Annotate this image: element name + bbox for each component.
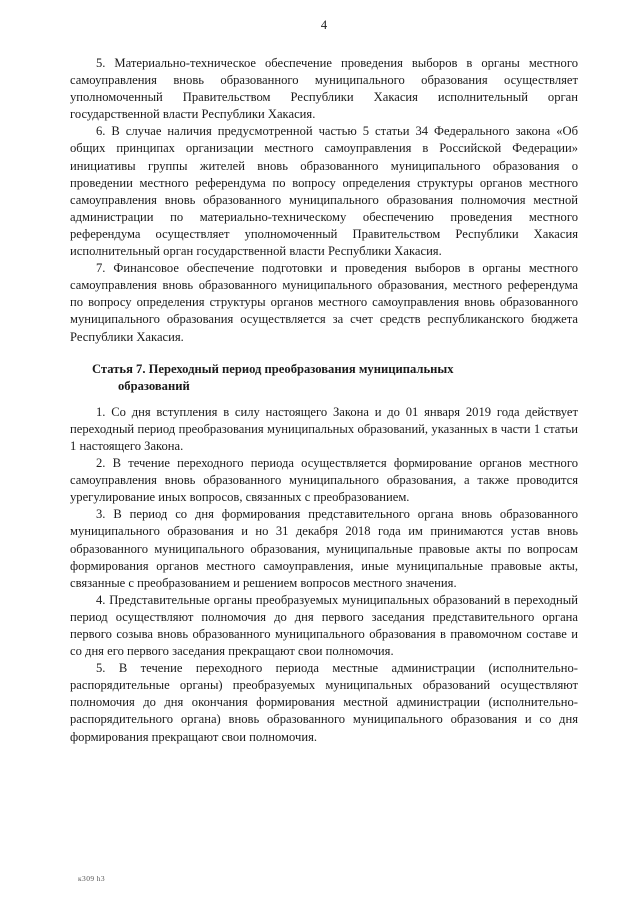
paragraph-6: 6. В случае наличия предусмотренной частью 5 статьи 34 Федерального закона «Об общих принципах организации местного самоуправления в Российской Федерации» инициативы группы жителей вновь образованного муниципального образования о проведении местного референдума по вопросу определения структуры органов местного самоуправления вновь образованного муниципального образования полномочия местной администрации по материально-техническому обеспечению проведения местного референдума осуществляет уполномоченный Правительством Республики Хакасия исполнительный орган государственной власти Республики Хакасия. xyxy=(70,124,578,259)
article7-paragraph-5: 5. В течение переходного периода местные администрации (исполнительно-распорядительные органы) преобразуемых муниципальных образований осуществляют полномочия до дня окончания формирования местной администрации (исполнительно-распорядительного органа) вновь образованного муниципального образования и со дня формирования прекращают свои полномочия. xyxy=(70,661,578,744)
paragraph-5: 5. Материально-техническое обеспечение проведения выборов в органы местного самоуправления вновь образованного муниципального образования осуществляет уполномоченный Правительством Республики Хакасия исполнительный орган государственной власти Республики Хакасия. xyxy=(70,56,578,122)
paragraph-7: 7. Финансовое обеспечение подготовки и проведения выборов в органы местного самоуправления вновь образованного муниципального образования, местного референдума по вопросу определения структуры органов местного самоуправления вновь образованного муниципального образования осуществляется за счет средств республиканского бюджета Республики Хакасия. xyxy=(70,261,578,344)
article-7-heading xyxy=(70,361,578,395)
article7-paragraph-3: 3. В период со дня формирования представительного органа вновь образованного муниципального образования и но 31 декабря 2018 года им принимаются устав вновь образованного муниципального образования, муниципальные правовые акты по вопросам формирования органов местного самоуправления, иные муниципальные правовые акты, связанные с преобразованием и решением вопросов местного значения. xyxy=(70,507,578,590)
article7-paragraph-1: 1. Со дня вступления в силу настоящего Закона и до 01 января 2019 года действует переходный период преобразования муниципальных образований, указанных в части 1 статьи 1 настоящего Закона. xyxy=(70,404,578,453)
footer-stamp: к309 h3 xyxy=(78,874,106,883)
article-7-heading-line1: Статья 7. Переходный период преобразования муниципальных xyxy=(92,361,454,376)
page-number: 4 xyxy=(320,18,328,32)
article-7-heading-line2: образований xyxy=(118,378,190,393)
article7-paragraph-2: 2. В течение переходного периода осуществляется формирование органов местного самоуправления вновь образованного муниципального образования, а также проводится урегулирование иных вопросов, связанных с преобразованием. xyxy=(70,456,578,505)
article7-paragraph-4: 4. Представительные органы преобразуемых муниципальных образований в переходный период осуществляют полномочия до дня первого заседания представительного органа первого созыва вновь образованного муниципального образования в правомочном составе и со дня его первого заседания прекращают свои полномочия. xyxy=(70,592,578,659)
